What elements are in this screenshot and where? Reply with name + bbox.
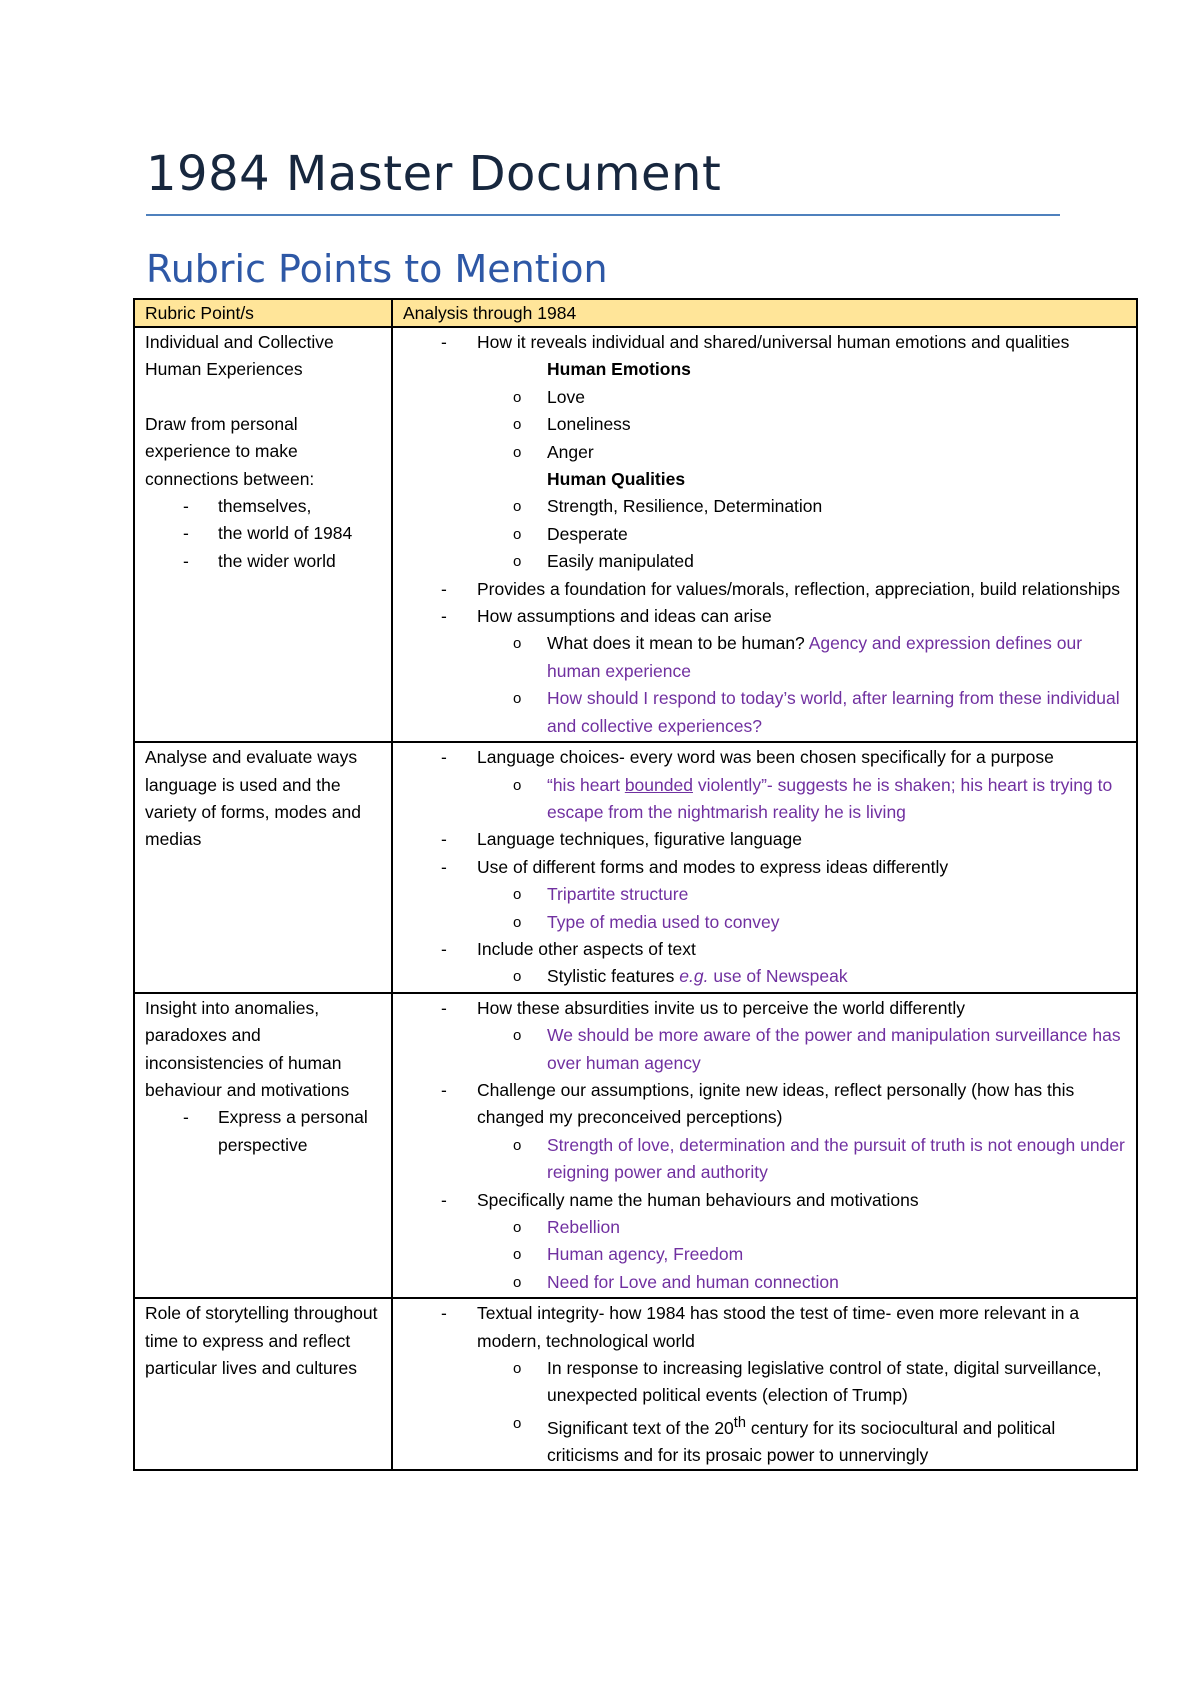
list-item: - How these absurdities invite us to perceive the world differently xyxy=(441,997,965,1018)
list-item: o Stylistic features e.g. use of Newspeak xyxy=(513,966,848,987)
analysis-cell xyxy=(392,993,1137,1298)
list-item: o Tripartite structure xyxy=(513,884,689,905)
table-row xyxy=(134,993,1137,1298)
list-item: - Textual integrity- how 1984 has stood the test of time- even more relevant in a modern, technological world xyxy=(441,1303,1080,1351)
list-item: o Love xyxy=(513,386,585,407)
list-item: o Type of media used to convey xyxy=(513,911,780,932)
rubric-title: Role of storytelling throughout time to express and reflect particular lives and cultures xyxy=(145,1303,378,1379)
list-item: o “his heart bounded violently”- suggests he is shaken; his heart is trying to escape from the nightmarish reality he is living xyxy=(513,774,1113,822)
table-header-row xyxy=(134,299,1137,327)
list-item: o What does it mean to be human? Agency and expression defines our human experience xyxy=(513,633,1083,681)
list-item: o Human agency, Freedom xyxy=(513,1244,744,1265)
list-item: o Significant text of the 20th century for its sociocultural and political criticisms and for its prosaic power to unnervingly xyxy=(513,1414,1056,1466)
subheading-emotions: Human Emotions xyxy=(547,359,691,380)
analysis-cell xyxy=(392,742,1137,993)
list-item: o Need for Love and human connection xyxy=(513,1271,839,1292)
rubric-cell xyxy=(134,327,392,742)
list-item: - the world of 1984 xyxy=(183,523,353,544)
rubric-cell xyxy=(134,993,392,1298)
list-item: - Express a personal perspective xyxy=(183,1107,368,1155)
document-title: 1984 Master Document xyxy=(146,146,722,202)
list-item: - Specifically name the human behaviours and motivations xyxy=(441,1189,919,1210)
list-item: o Rebellion xyxy=(513,1217,620,1237)
section-heading: Rubric Points to Mention xyxy=(146,247,608,291)
table-row xyxy=(134,742,1137,993)
rubric-cell xyxy=(134,1298,392,1470)
list-item: o Strength, Resilience, Determination xyxy=(513,496,823,517)
header-analysis: Analysis through 1984 xyxy=(392,299,1137,327)
header-rubric-points: Rubric Point/s xyxy=(134,299,392,327)
list-item: - Include other aspects of text xyxy=(441,938,696,959)
rubric-cell xyxy=(134,742,392,993)
list-item: - the wider world xyxy=(183,550,336,571)
table-row xyxy=(134,327,1137,742)
title-underline xyxy=(146,214,1060,216)
list-item: - How assumptions and ideas can arise xyxy=(441,606,772,627)
list-item: - Challenge our assumptions, ignite new ideas, reflect personally (how has this changed my preconceived perceptions) xyxy=(441,1079,1075,1128)
rubric-title: Individual and Collective Human Experiences xyxy=(145,332,334,380)
rubric-title: Analyse and evaluate ways language is used and the variety of forms, modes and medias xyxy=(145,747,361,850)
list-item: - Use of different forms and modes to express ideas differently xyxy=(441,856,949,877)
list-item: - How it reveals individual and shared/universal human emotions and qualities xyxy=(441,332,1070,352)
list-item: o Loneliness xyxy=(513,414,631,435)
rubric-intro: Draw from personal experience to make connections between: xyxy=(145,413,315,489)
list-item: o Anger xyxy=(513,441,594,462)
list-item: o Easily manipulated xyxy=(513,551,694,572)
list-item: - Language techniques, figurative language xyxy=(441,829,802,850)
table-row xyxy=(134,1298,1137,1470)
analysis-cell xyxy=(392,327,1137,742)
list-item: - themselves, xyxy=(183,496,312,517)
list-item: o We should be more aware of the power and manipulation surveillance has over human agency xyxy=(513,1025,1121,1073)
subheading-qualities: Human Qualities xyxy=(547,469,686,490)
rubric-title: Insight into anomalies, paradoxes and inconsistencies of human behaviour and motivations xyxy=(145,997,350,1100)
list-item: - Provides a foundation for values/morals, reflection, appreciation, build relationships xyxy=(441,578,1120,599)
list-item: o Strength of love, determination and the pursuit of truth is not enough under reigning power and authority xyxy=(513,1134,1125,1183)
rubric-table xyxy=(133,298,1138,1471)
list-item: o How should I respond to today’s world, after learning from these individual and collective experiences? xyxy=(513,688,1120,736)
list-item: - Language choices- every word was been chosen specifically for a purpose xyxy=(441,747,1054,768)
analysis-cell xyxy=(392,1298,1137,1470)
list-item: o In response to increasing legislative control of state, digital surveillance, unexpected political events (election of Trump) xyxy=(513,1358,1102,1406)
list-item: o Desperate xyxy=(513,523,628,544)
